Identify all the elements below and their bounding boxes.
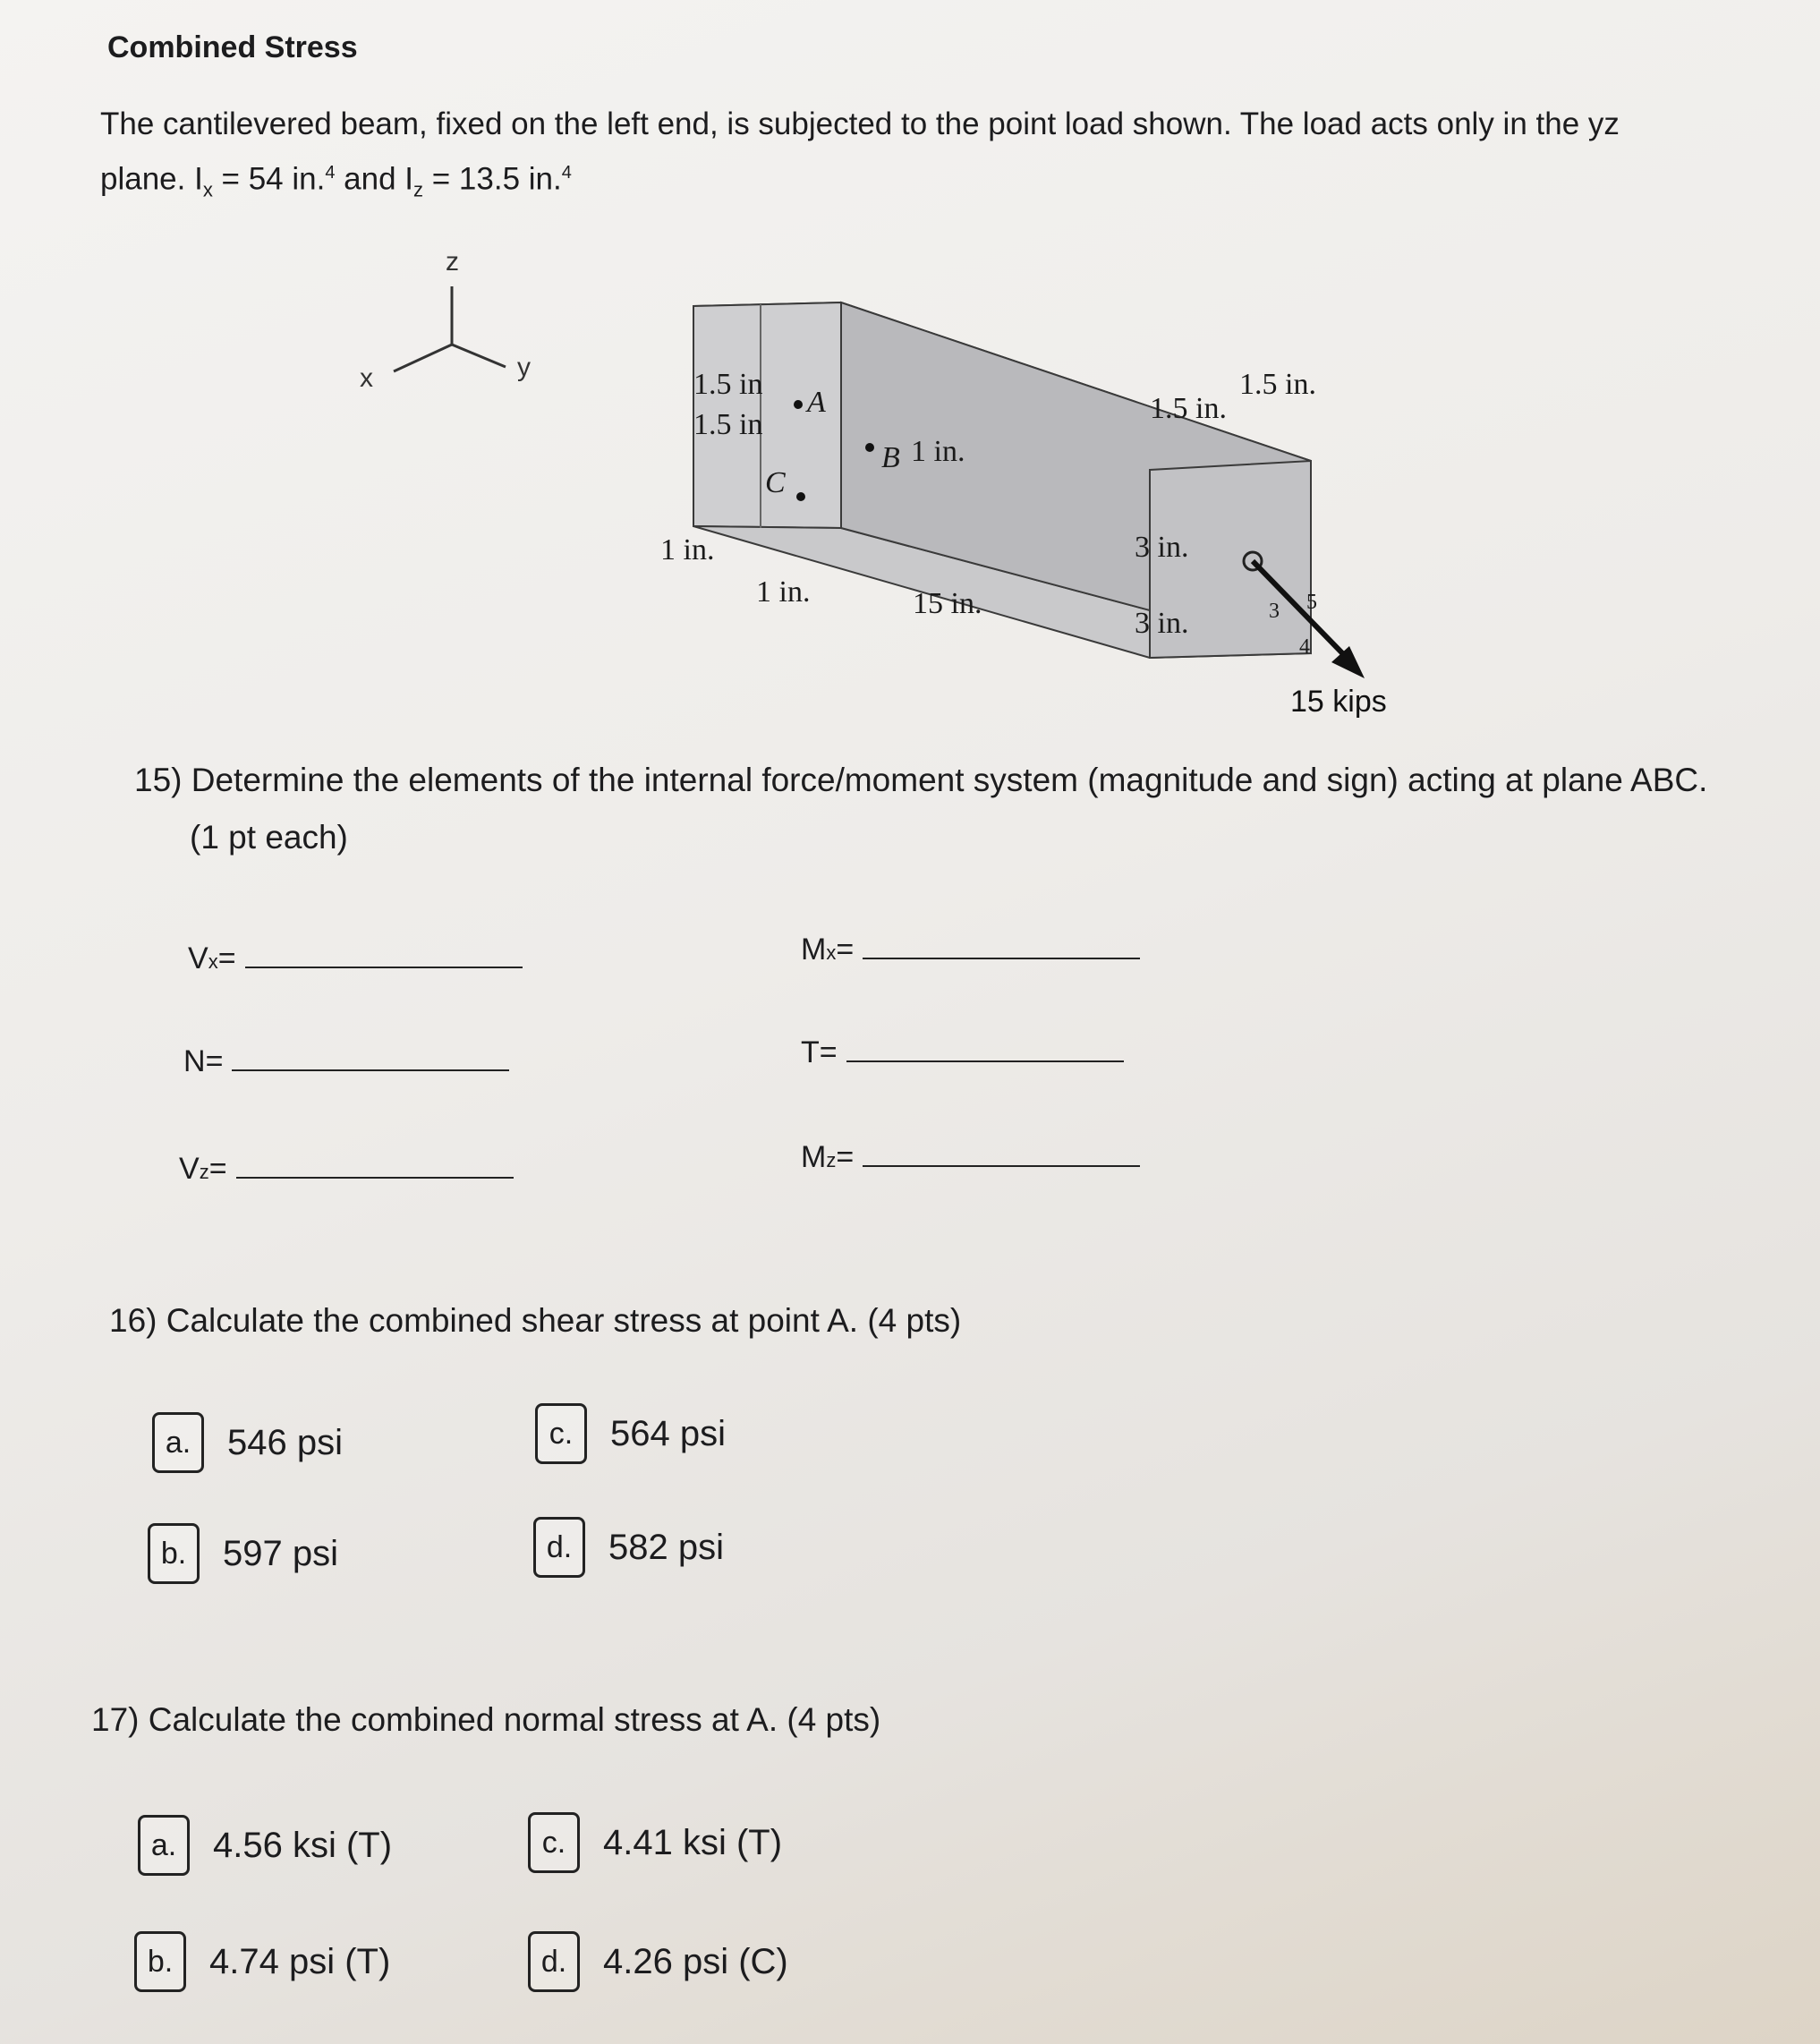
mx-answer-blank[interactable] [863,931,1140,959]
intro-line-2: plane. $I_x = 54$ in.$^4$ and $I_z = 13.5$ in.$^4$ [100,161,572,201]
point-c-marker [796,492,805,501]
question-15 [134,752,1799,866]
slope-3: 3 [1269,600,1280,623]
q16-option-d-letter: d. [533,1517,585,1578]
point-a-label: A [807,386,826,419]
q17-option-d[interactable]: d. 4.26 psi (C) [528,1931,788,1992]
field-vz: V z = [179,1150,514,1187]
q17-option-a-letter: a. [138,1815,190,1876]
q17-option-b-letter: b. [134,1931,186,1992]
q16-option-a-letter: a. [152,1412,204,1473]
mz-answer-blank[interactable] [863,1138,1140,1167]
q16-option-b[interactable]: b. 597 psi [148,1523,338,1584]
dim-1in-b: 1 in. [911,435,965,468]
field-mz: M z = [801,1138,1140,1175]
slope-5: 5 [1306,591,1317,614]
axis-x-label: x [360,363,373,393]
slope-4: 4 [1299,635,1310,659]
dim-1-5-b: 1.5 in [693,408,763,441]
n-answer-blank[interactable] [232,1043,509,1071]
dim-3in-top: 3 in. [1135,531,1189,564]
dim-1in-bottom: 1 in. [756,575,811,609]
q16-option-a[interactable]: a. 546 psi [152,1412,343,1473]
load-label: 15 kips [1290,685,1387,719]
dim-1in-left: 1 in. [660,533,715,566]
point-c-label: C [765,466,786,499]
q16-option-c[interactable]: c. 564 psi [535,1403,726,1464]
t-answer-blank[interactable] [846,1034,1124,1062]
question-17: 17) Calculate the combined normal stress at A. (4 pts) [91,1701,881,1738]
problem-statement [100,100,1711,215]
dim-1-5-right-b: 1.5 in. [1239,368,1316,401]
point-b-label: B [881,441,900,474]
q17-option-b[interactable]: b. 4.74 psi (T) [134,1931,390,1992]
field-t: T = [801,1034,1124,1070]
q16-option-d[interactable]: d. 582 psi [533,1517,724,1578]
q17-option-c-letter: c. [528,1812,580,1873]
q17-option-a[interactable]: a. 4.56 ksi (T) [138,1815,392,1876]
vz-answer-blank[interactable] [236,1150,514,1179]
dim-3in-bottom: 3 in. [1135,607,1189,640]
dim-15in: 15 in. [913,587,982,620]
q15-line1: 15) Determine the elements of the internal force/moment system (magnitude and sign) acting at plane ABC. [134,762,1708,798]
dim-1-5-right-a: 1.5 in. [1150,392,1227,425]
question-16: 16) Calculate the combined shear stress at point A. (4 pts) [109,1302,962,1339]
q16-option-c-letter: c. [535,1403,587,1464]
q15-line2: (1 pt each) [190,819,348,856]
q17-option-c[interactable]: c. 4.41 ksi (T) [528,1812,782,1873]
point-a-marker [794,400,803,409]
field-vx: V x = [188,940,523,976]
intro-line-1: The cantilevered beam, fixed on the left end, is subjected to the point load shown. The load acts only in the yz [100,106,1620,141]
field-mx: M x = [801,931,1140,967]
q17-option-d-letter: d. [528,1931,580,1992]
vx-answer-blank[interactable] [245,940,523,968]
axis-z-label: z [446,247,459,277]
field-n: N = [183,1043,509,1079]
axes-icon [394,286,506,371]
beam-diagram [340,233,1432,734]
q16-option-b-letter: b. [148,1523,200,1584]
point-b-marker [865,443,874,452]
axis-y-label: y [517,353,531,382]
dim-1-5-a: 1.5 in [693,368,763,401]
page-title: Combined Stress [107,30,358,64]
